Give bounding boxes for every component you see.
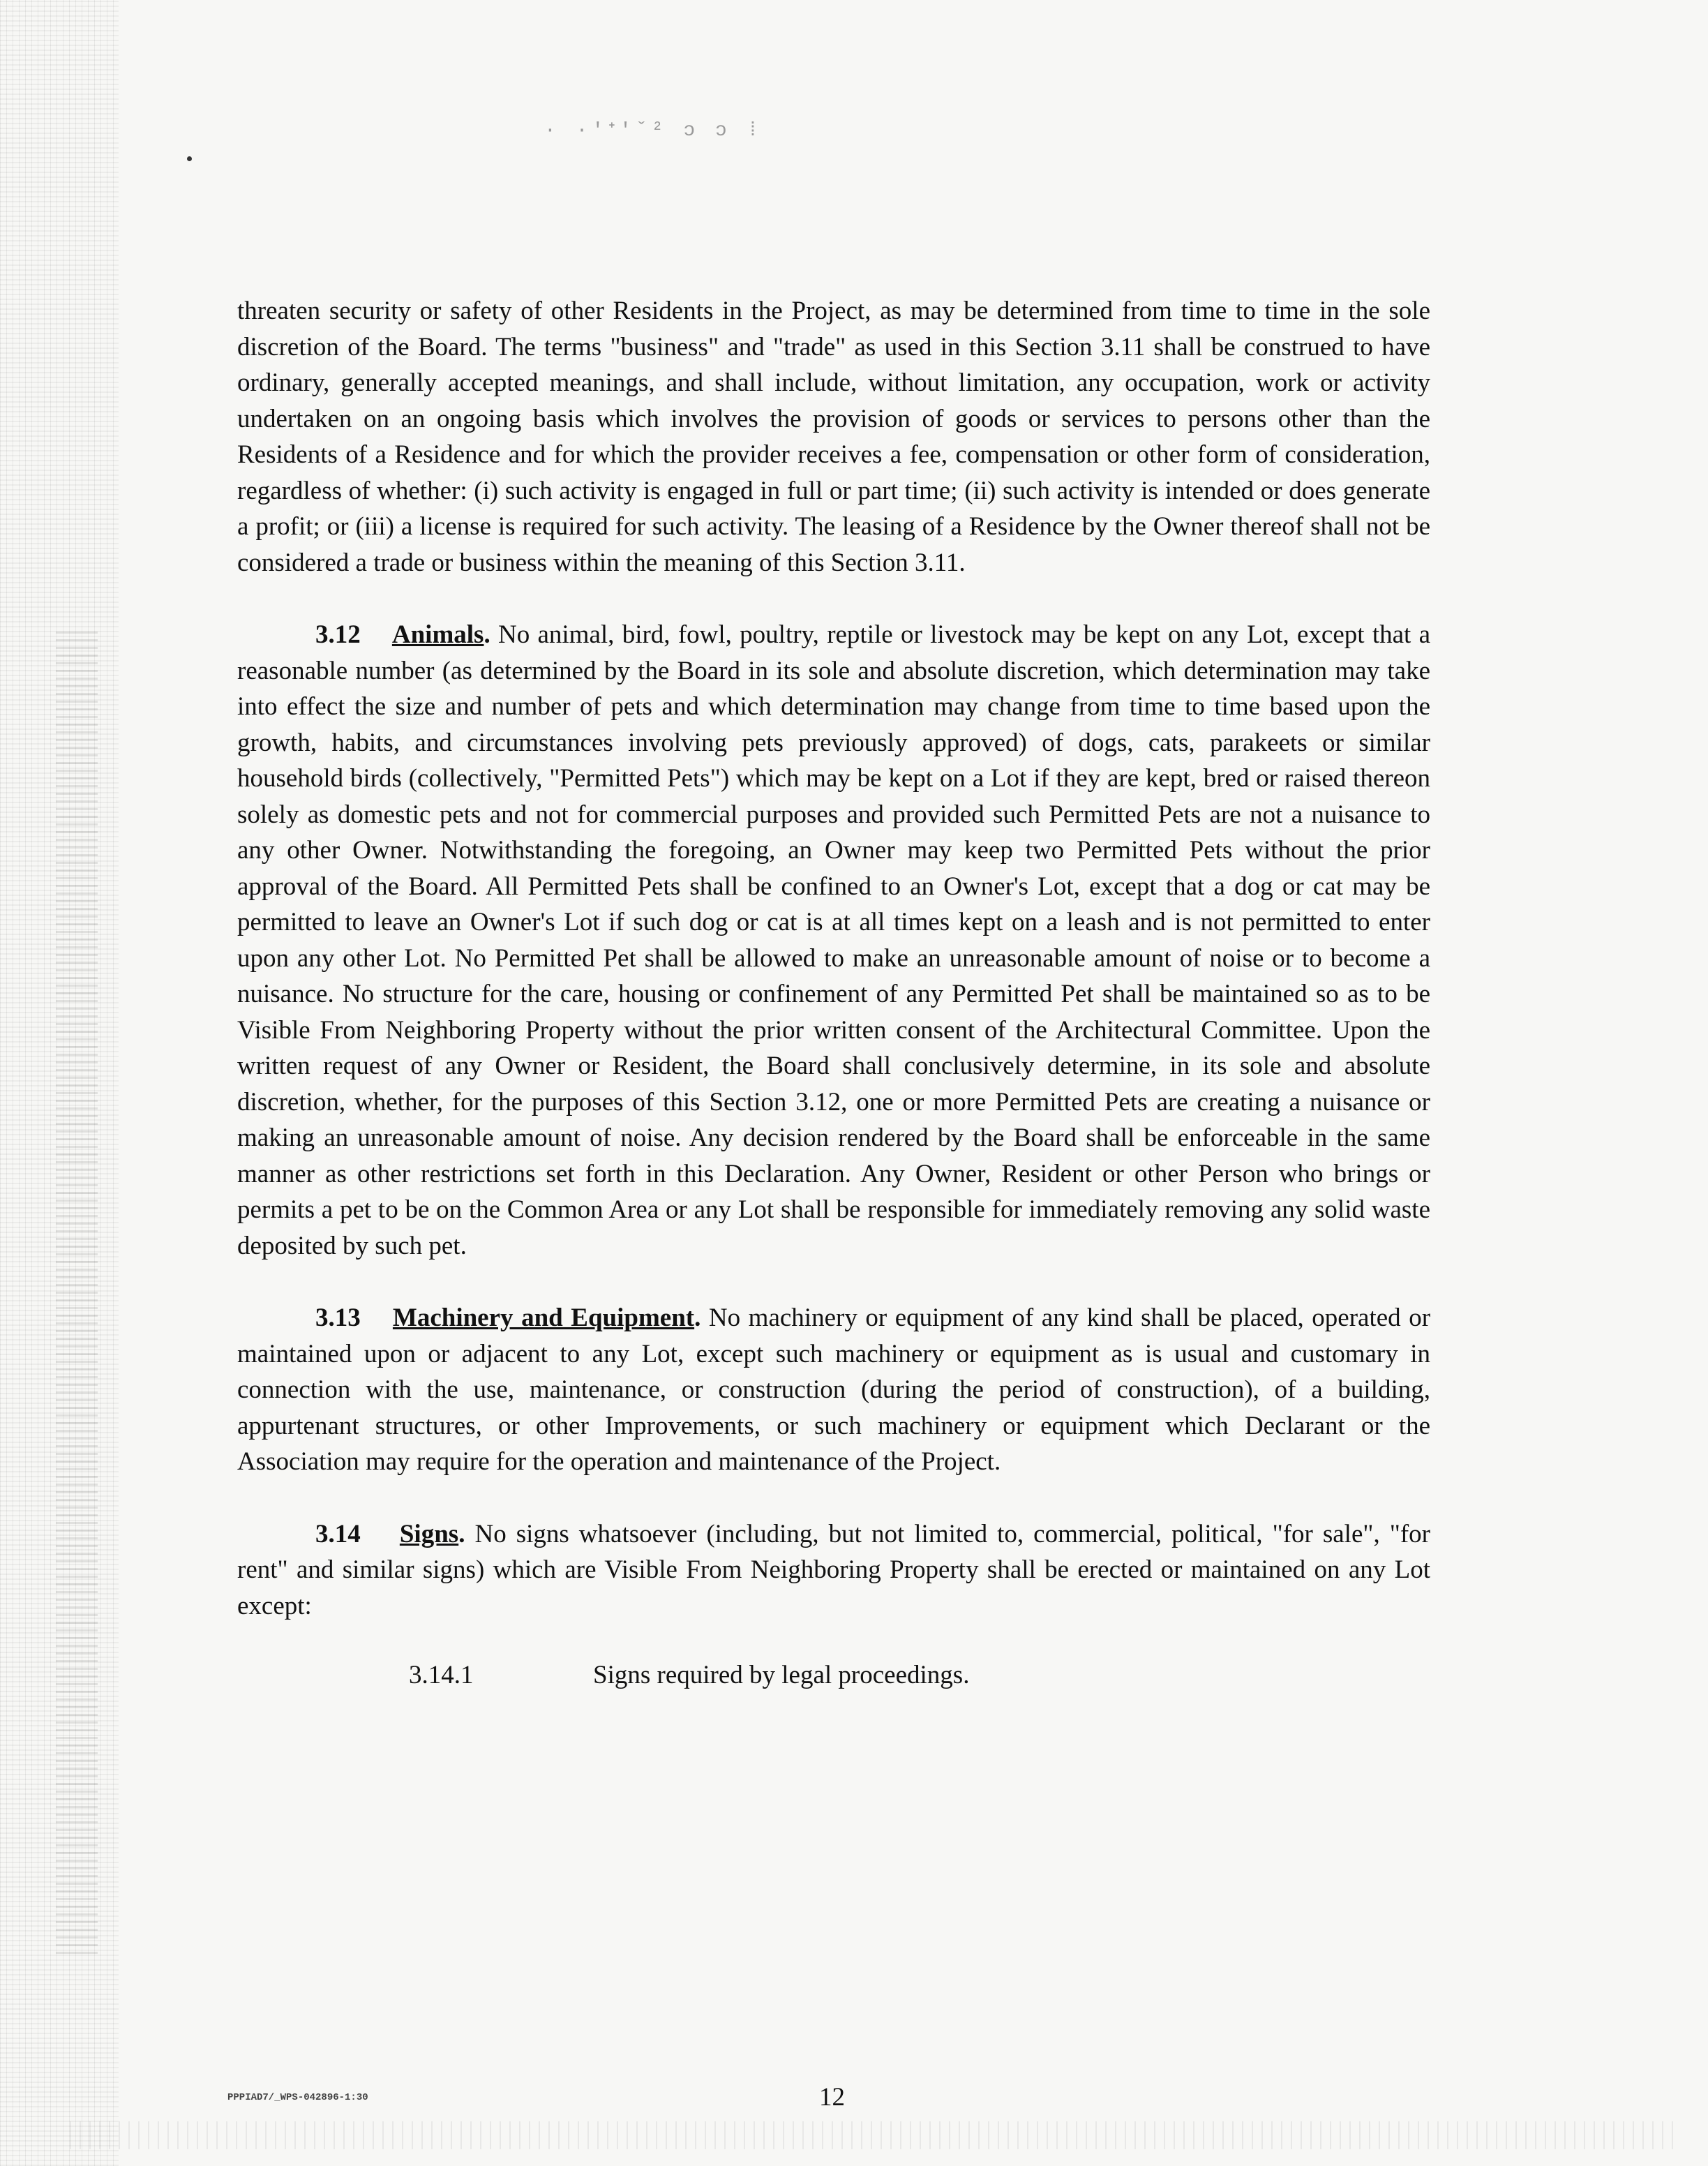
document-code: PPPIAD7/_WPS-042896-1:30 bbox=[227, 2092, 368, 2103]
paragraph-continuation bbox=[237, 293, 1430, 581]
section-number: 3.14 bbox=[315, 1519, 361, 1548]
scan-edge-artifact bbox=[0, 0, 119, 2166]
section-heading: Machinery and Equipment bbox=[392, 1304, 695, 1332]
document-body bbox=[237, 293, 1430, 1694]
paragraph-text: threaten security or safety of other Residents in the Project, as may be determined from time to time in the sole discretion of the Board. The terms "business" and "trade" as used in this Section 3.11 shall be construed to have ordinary, generally accepted meanings, and shall include, without limitation, any occupation, work or activity undertaken on an ongoing basis which involves the provision of goods or services to persons other than the Residents of a Residence and for which the provider receives a fee, compensation or other form of consideration, regardless of whether: (i) such activity is engaged in full or part time; (ii) such activity is intended or does generate a profit; or (iii) a license is required for such activity. The leasing of a Residence by the Owner thereof shall not be considered a trade or business within the meaning of this Section 3.11. bbox=[237, 297, 1430, 577]
section-heading: Signs bbox=[399, 1519, 459, 1548]
section-number: 3.13 bbox=[315, 1304, 361, 1332]
section-text: No machinery or equipment of any kind shall be placed, operated or maintained upon or adjacent to any Lot, except such machinery or equipment as is usual and customary in connection with the use, maintenance, or construction (during the period of construction), of a building, appurtenant structures, or other Improvements, or such machinery or equipment which Declarant or the Association may require for the operation and maintenance of the Project. bbox=[237, 1304, 1431, 1476]
subsection-text: Signs required by legal proceedings. bbox=[593, 1661, 970, 1689]
scan-dot bbox=[187, 156, 192, 161]
section-number: 3.12 bbox=[315, 620, 361, 649]
section-3-14: 3.14 Signs. No signs whatsoever (including, but not limited to, commercial, political, "for sale", "for rent" and similar signs) which are Visible From Neighboring Property shall be erected or maintained on any Lot except: bbox=[237, 1519, 1431, 1620]
section-text: No signs whatsoever (including, but not limited to, commercial, political, "for sale", "for rent" and similar signs) which are Visible From Neighboring Property shall be erected or maintained on any Lot except: bbox=[237, 1519, 1431, 1620]
header-stamp-mark: · ·'ᐩ'ˇ² ɔ ɔ ⁞ bbox=[544, 120, 763, 142]
section-text: No animal, bird, fowl, poultry, reptile or livestock may be kept on any Lot, except that a reasonable number (as determined by the Board in its sole and absolute discretion, which determination may take into effect the size and number of pets and which determination may change from time to time based upon the growth, habits, and circumstances involving pets previously approved) of dogs, cats, parakeets or similar household birds (collectively, "Permitted Pets") which may be kept on a Lot if they are kept, bred or raised thereon solely as domestic pets and not for commercial purposes and provided such Permitted Pets are not a nuisance to any other Owner. Notwithstanding the foregoing, an Owner may keep two Permitted Pets without the prior approval of the Board. All Permitted Pets shall be confined to an Owner's Lot, except that a dog or cat may be permitted to leave an Owner's Lot if such dog or cat is at all times kept on a leash and is not permitted to enter upon any other Lot. No Permitted Pet shall be allowed to make an unreasonable amount of noise or to become a nuisance. No structure for the care, housing or confinement of any Permitted Pet shall be maintained so as to be Visible From Neighboring Property without the prior written consent of the Architectural Committee. Upon the written request of any Owner or Resident, the Board shall conclusively determine, in its sole and absolute discretion, whether, for the purposes of this Section 3.12, one or more Permitted Pets are creating a nuisance or making an unreasonable amount of noise. Any decision rendered by the Board shall be enforceable in the same manner as other restrictions set forth in this Declaration. Any Owner, Resident or other Person who brings or permits a pet to be on the Common Area or any Lot shall be responsible for immediately removing any solid waste deposited by such pet. bbox=[237, 620, 1431, 1260]
section-3-13: 3.13 Machinery and Equipment. No machinery or equipment of any kind shall be placed, operated or maintained upon or adjacent to any Lot, except such machinery or equipment as is usual and customary in connection with the use, maintenance, or construction (during the period of construction), of a building, appurtenant structures, or other Improvements, or such machinery or equipment which Declarant or the Association may require for the operation and maintenance of the Project. bbox=[237, 1304, 1431, 1476]
section-heading: Animals bbox=[391, 620, 484, 649]
subsection-3-14-1 bbox=[409, 1657, 1430, 1694]
scan-noise bbox=[70, 2121, 1675, 2149]
subsection-number: 3.14.1 bbox=[409, 1661, 474, 1689]
page-number: 12 bbox=[819, 2083, 845, 2112]
section-3-12: 3.12 Animals. No animal, bird, fowl, poultry, reptile or livestock may be kept on any Lot, except that a reasonable number (as determined by the Board in its sole and absolute discretion, which determination may take into effect the size and number of pets and which determination may change from time to time based upon the growth, habits, and circumstances involving pets previously approved) of dogs, cats, parakeets or similar household birds (collectively, "Permitted Pets") which may be kept on a Lot if they are kept, bred or raised thereon solely as domestic pets and not for commercial purposes and provided such Permitted Pets are not a nuisance to any other Owner. Notwithstanding the foregoing, an Owner may keep two Permitted Pets without the prior approval of the Board. All Permitted Pets shall be confined to an Owner's Lot, except that a dog or cat may be permitted to leave an Owner's Lot if such dog or cat is at all times kept on a leash and is not permitted to enter upon any other Lot. No Permitted Pet shall be allowed to make an unreasonable amount of noise or to become a nuisance. No structure for the care, housing or confinement of any Permitted Pet shall be maintained so as to be Visible From Neighboring Property without the prior written consent of the Architectural Committee. Upon the written request of any Owner or Resident, the Board shall conclusively determine, in its sole and absolute discretion, whether, for the purposes of this Section 3.12, one or more Permitted Pets are creating a nuisance or making an unreasonable amount of noise. Any decision rendered by the Board shall be enforceable in the same manner as other restrictions set forth in this Declaration. Any Owner, Resident or other Person who brings or permits a pet to be on the Common Area or any Lot shall be responsible for immediately removing any solid waste deposited by such pet. bbox=[237, 620, 1431, 1260]
